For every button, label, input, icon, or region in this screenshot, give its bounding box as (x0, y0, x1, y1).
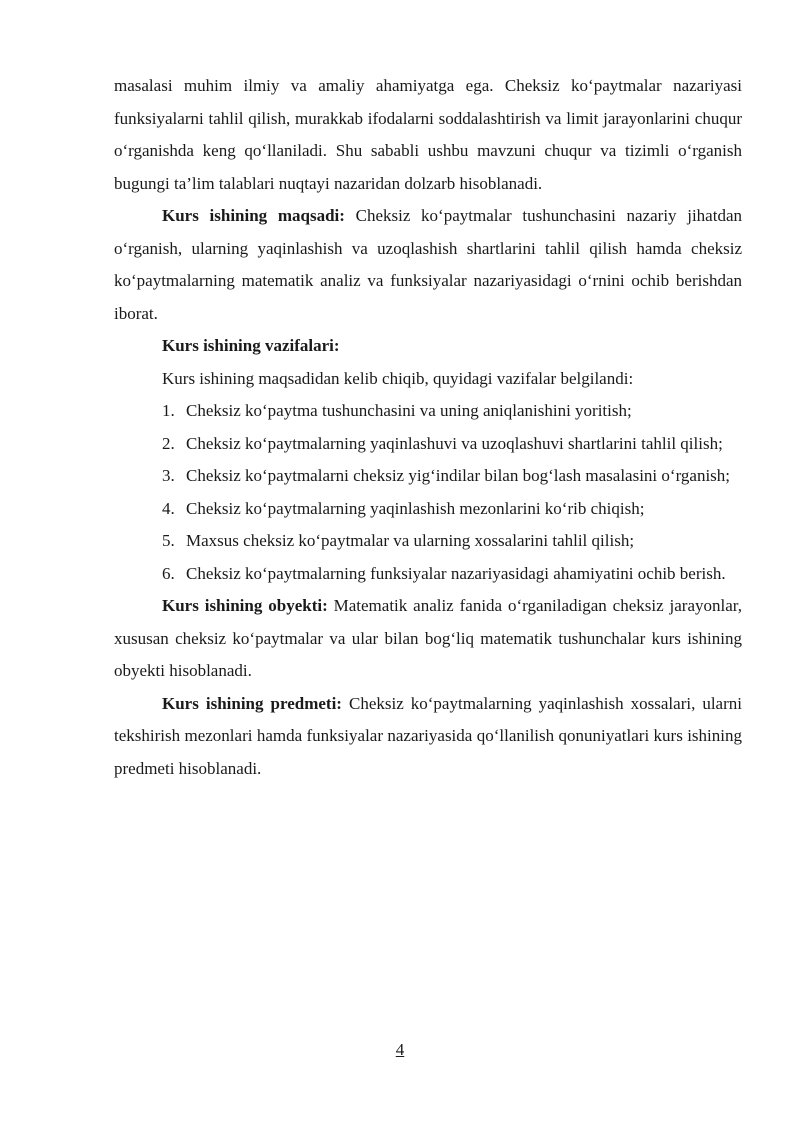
obyekt-heading: Kurs ishining obyekti: (162, 596, 328, 615)
predmet-heading: Kurs ishining predmeti: (162, 693, 342, 713)
list-item-text: Cheksiz ko‘paytmalarning yaqinlashish mezonlarini ko‘rib chiqish; (186, 498, 645, 518)
predmet-paragraph (114, 688, 742, 786)
list-item (114, 460, 742, 493)
list-item (114, 395, 742, 428)
maqsad-paragraph (114, 200, 742, 330)
list-item-number: 2. (162, 433, 175, 453)
list-item-number: 4. (162, 498, 175, 518)
list-item-text: Cheksiz ko‘paytmalarning funksiyalar nazariyasidagi ahamiyatini ochib berish. (186, 563, 726, 583)
obyekt-paragraph (114, 590, 742, 688)
vazifalar-heading: Kurs ishining vazifalari: (162, 336, 340, 355)
list-item-number: 5. (162, 531, 175, 550)
intro-paragraph: masalasi muhim ilmiy va amaliy ahamiyatga ega. Cheksiz ko‘paytmalar nazariyasi funksiyalarni tahlil qilish, murakkab ifodalarni soddalashtirish va limit jarayonlarini chuqur o‘rganishda keng qo‘llaniladi. Shu sababli ushbu mavzuni chuqur va tizimli o‘rganish bugungi ta’lim talablari nuqtayi nazaridan dolzarb hisoblanadi. (114, 76, 742, 193)
list-item-number: 1. (162, 401, 175, 420)
vazifalar-list (114, 395, 742, 590)
maqsad-text: Cheksiz ko‘paytmalar tushunchasini nazariy jihatdan o‘rganish, ularning yaqinlashish va uzoqlashish shartlarini tahlil qilish hamda cheksiz ko‘paytmalarning matematik analiz va funksiyalar nazariyasidagi o‘rnini ochib berishdan iborat. (114, 206, 742, 323)
list-item (114, 525, 742, 558)
predmet-text: Cheksiz ko‘paytmalarning yaqinlashish xossalari, ularni tekshirish mezonlari hamda funksiyalar nazariyasida qo‘llanilish qonuniyatlari kurs ishining predmeti hisoblanadi. (114, 693, 742, 778)
obyekt-text: Matematik analiz fanida o‘rganiladigan cheksiz jarayonlar, xususan cheksiz ko‘paytmalar va ular bilan bog‘liq matematik tushunchalar kurs ishining obyekti hisoblanadi. (114, 596, 742, 680)
list-item-text: Cheksiz ko‘paytmalarning yaqinlashuvi va uzoqlashuvi shartlarini tahlil qilish; (186, 433, 723, 453)
maqsad-heading: Kurs ishining maqsadi: (162, 206, 345, 225)
list-item (114, 558, 742, 591)
list-item (114, 493, 742, 526)
list-item-number: 3. (162, 466, 175, 485)
list-item-text: Cheksiz ko‘paytma tushunchasini va uning aniqlanishini yoritish; (186, 401, 632, 420)
list-item-number: 6. (162, 563, 175, 583)
page-number: 4 (395, 1040, 405, 1059)
list-item (114, 428, 742, 461)
vazifalar-intro: Kurs ishining maqsadidan kelib chiqib, quyidagi vazifalar belgilandi: (162, 368, 634, 388)
page-content (114, 70, 742, 785)
list-item-text: Maxsus cheksiz ko‘paytmalar va ularning xossalarini tahlil qilish; (186, 531, 635, 550)
list-item-text: Cheksiz ko‘paytmalarni cheksiz yig‘indilar bilan bog‘lash masalasini o‘rganish; (186, 466, 731, 485)
